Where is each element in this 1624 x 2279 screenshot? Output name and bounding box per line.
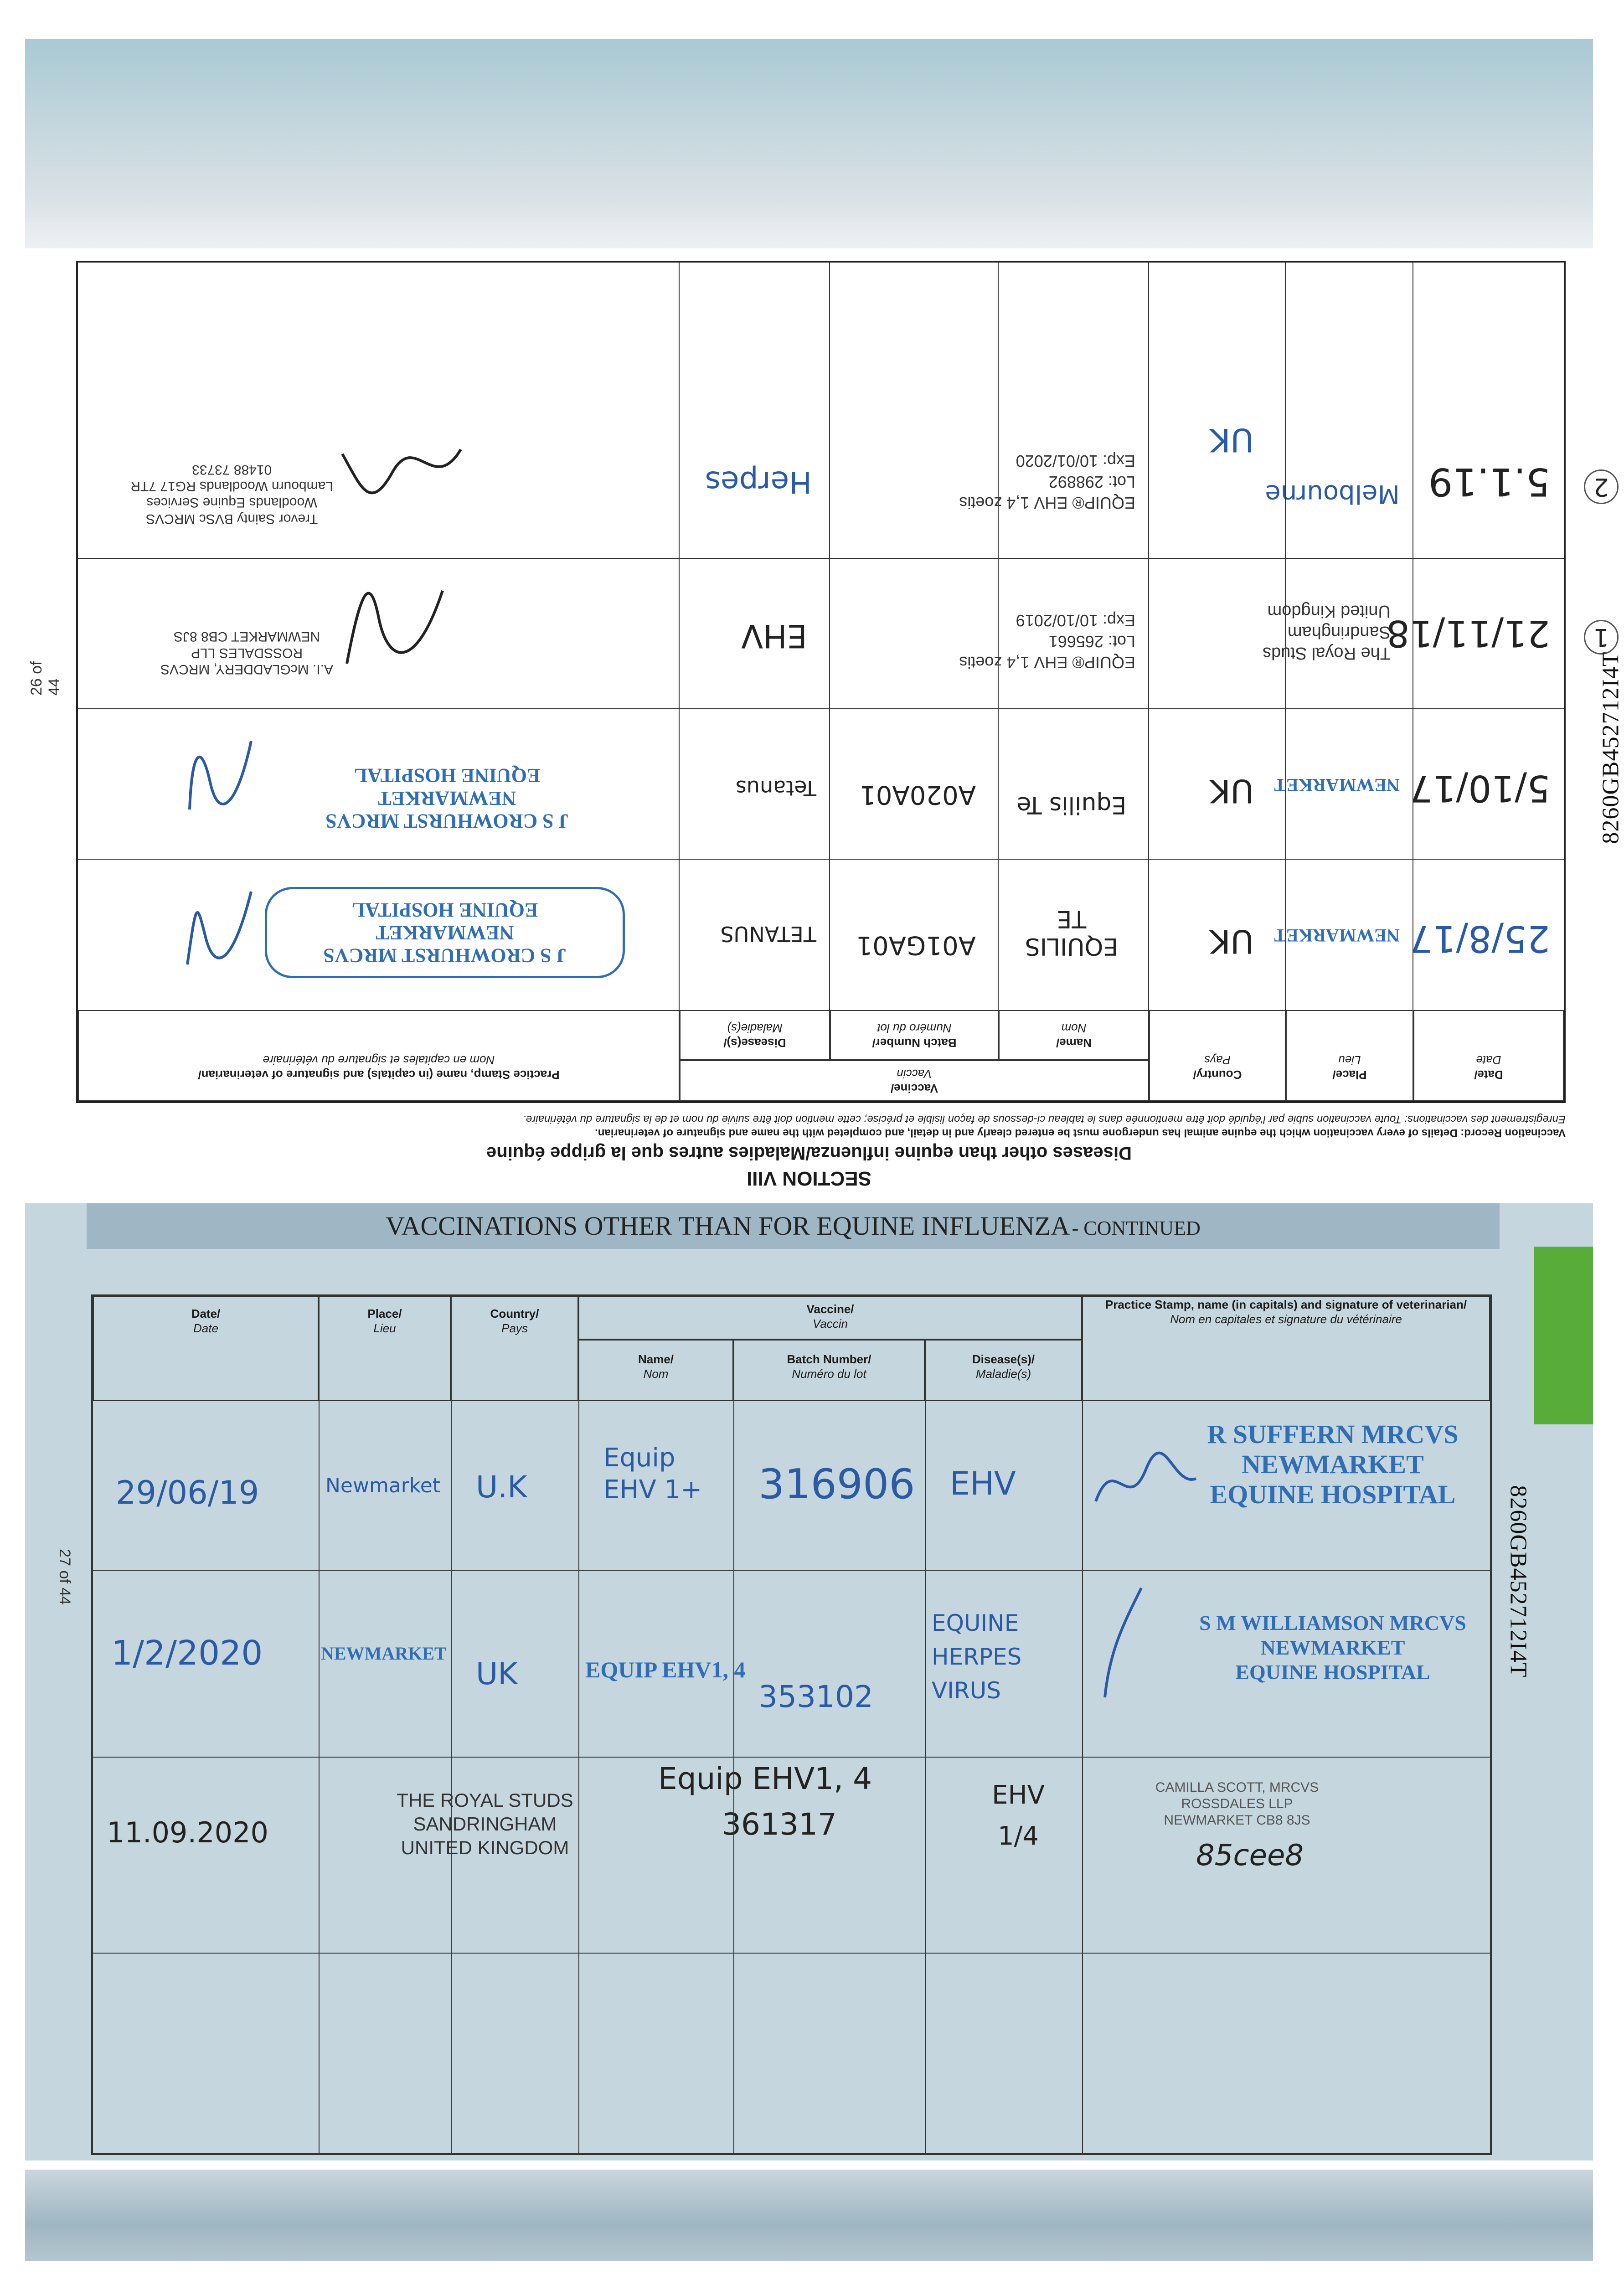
- upper-th-disease: Disease(s)/ Maladie(s): [680, 1010, 830, 1060]
- lower-row-divider-2: [93, 1757, 1490, 1758]
- lower-th-name: Name/ Nom: [578, 1340, 733, 1401]
- upper-section-label: SECTION VIII: [747, 1167, 871, 1190]
- lower-r1-name: Equip EHV 1+: [603, 1443, 702, 1505]
- lower-r1-date: 29/06/19: [116, 1474, 259, 1511]
- lower-r2-country: UK: [476, 1656, 518, 1691]
- lower-th-batch: Batch Number/ Numéro du lot: [733, 1340, 925, 1401]
- upper-row-2: [78, 709, 1564, 860]
- lower-green-tab: [1534, 1247, 1593, 1424]
- lower-r1-disease: EHV: [950, 1465, 1016, 1502]
- upper-r4-country: UK: [1209, 421, 1254, 459]
- upper-r2-signature: [178, 727, 269, 841]
- lower-r1-country: U.K: [476, 1469, 527, 1505]
- lower-th-country: Country/ Pays: [451, 1296, 578, 1401]
- lower-r3-batch: 361317: [722, 1807, 837, 1842]
- upper-r4-date: 5.1.19: [1428, 459, 1550, 504]
- upper-instruction-fr: Enregistrement des vaccinations: Toute vaccination subie par l'équidé doit être mentionnée dans le tableau ci-dessous de façon lisible et précise; cette mention doit être suivie du nom et de la signature du vétérinaire.: [523, 1113, 1566, 1125]
- lower-r3-signature: 85cee8: [1196, 1839, 1304, 1872]
- upper-r1-disease: TETANUS: [720, 922, 816, 946]
- lower-r3-disease: EHV 1/4: [992, 1780, 1045, 1851]
- upper-r4-signature: [333, 422, 470, 504]
- upper-r4-stamp: Trevor Sainty BVSc MRCVS Woodlands Equine Services Lambourn Woodlands RG17 7TR 01488 73733: [130, 462, 333, 526]
- upper-th-country: Country/ Pays: [1149, 1010, 1286, 1101]
- upper-r1-country: UK: [1209, 923, 1254, 960]
- upper-th-place: Place/ Lieu: [1286, 1010, 1413, 1101]
- upper-th-date: Date/ Date: [1413, 1010, 1564, 1101]
- upper-th-batch: Batch Number/ Numéro du lot: [830, 1010, 999, 1060]
- upper-instruction-en: Vaccination Record: Details of every vaccination which the equine animal has undergone must be entered clearly and in detail, and completed with the name and signature of veterinarian.: [595, 1127, 1566, 1139]
- lower-col-line-3: [578, 1401, 579, 2153]
- upper-r2-date: 5/10/17: [1409, 767, 1550, 810]
- lower-r1-stamp: R SUFFERN MRCVS NEWMARKET EQUINE HOSPITAL: [1207, 1419, 1459, 1509]
- upper-r4-disease: Herpes: [705, 464, 812, 500]
- lower-row-divider-3: [93, 1953, 1490, 1954]
- lower-page-number: 27 of 44: [56, 1549, 73, 1605]
- lower-title-bar: [87, 1203, 1500, 1249]
- upper-r3-stamp: A.I. McGLADDERY, MRCVS ROSSDALES LLP NEWMARKET CB8 8JS: [160, 629, 333, 677]
- lower-r1-batch: 316906: [758, 1460, 915, 1508]
- lower-th-vet: Practice Stamp, name (in capitals) and signature of veterinarian/ Nom en capitales et signature du vétérinaire: [1082, 1296, 1490, 1401]
- lower-r2-date: 1/2/2020: [111, 1634, 263, 1673]
- upper-r3-disease: EHV: [741, 617, 807, 655]
- upper-r1-date: 25/8/17: [1409, 918, 1550, 960]
- upper-r2-disease: Tetanus: [735, 776, 816, 800]
- lower-r2-name: EQUIP EHV1, 4: [585, 1657, 746, 1682]
- lower-table: [91, 1294, 1492, 2155]
- upper-page-number: 26 of 44: [28, 661, 63, 696]
- lower-title: VACCINATIONS OTHER THAN FOR EQUINE INFLUENZA: [386, 1211, 1070, 1241]
- upper-r3-vaccine: EQUIP® EHV 1,4 zoetis Lot: 265661 Exp: 10/10/2019: [959, 611, 1135, 672]
- upper-r1-place: NEWMARKET: [1274, 925, 1400, 946]
- lower-th-date: Date/ Date: [93, 1296, 319, 1401]
- lower-r3-stamp: CAMILLA SCOTT, MRCVS ROSSDALES LLP NEWMARKET CB8 8JS: [1155, 1780, 1319, 1828]
- lower-r1-place: Newmarket: [325, 1474, 441, 1497]
- upper-r4-vaccine: EQUIP® EHV 1,4 zoetis Lot: 298892 Exp: 10/01/2020: [959, 452, 1135, 512]
- lower-r2-signature: [1091, 1579, 1155, 1716]
- upper-section-heading: [25, 1143, 1593, 1190]
- lower-r2-stamp: S M WILLIAMSON MRCVS NEWMARKET EQUINE HOSPITAL: [1199, 1611, 1466, 1684]
- top-scan-band: [25, 39, 1593, 248]
- upper-th-vet: Practice Stamp, name (in capitals) and signature of veterinarian/ Nom en capitales et signature du vétérinaire: [78, 1010, 680, 1101]
- lower-r3-name: Equip EHV1, 4: [658, 1761, 872, 1796]
- upper-col-line-6: [679, 263, 680, 1010]
- upper-section-title: Diseases other than equine influenza/Maladies autres que la grippe équine: [486, 1143, 1132, 1163]
- upper-r2-stamp: J S CROWHURST MRCVS NEWMARKET EQUINE HOSPITAL: [325, 764, 569, 832]
- lower-r2-batch: 353102: [758, 1679, 873, 1714]
- lower-horse-id: 8260GB452712I4T: [1505, 1485, 1531, 1678]
- lower-th-vaccine: Vaccine/ Vaccin: [578, 1296, 1082, 1340]
- upper-r3-mark: 1: [1584, 620, 1619, 655]
- lower-col-line-1: [319, 1401, 320, 2153]
- lower-col-line-4: [733, 1401, 734, 2153]
- upper-r1-name: EQUILIS TE: [1025, 905, 1119, 960]
- upper-r3-date: 21/11/18: [1386, 612, 1550, 655]
- upper-r4-mark: 2: [1584, 469, 1619, 504]
- upper-col-line-3: [1148, 263, 1149, 1010]
- upper-r1-stamp: J S CROWHURST MRCVS NEWMARKET EQUINE HOSPITAL: [265, 887, 625, 978]
- lower-r2-place: NEWMARKET: [321, 1643, 447, 1664]
- upper-row-4: [78, 408, 1609, 559]
- upper-col-line-2: [1285, 263, 1286, 1010]
- lower-row-divider-1: [93, 1570, 1490, 1571]
- lower-col-line-6: [1082, 1401, 1083, 2153]
- upper-page-rotated: [25, 255, 1624, 1194]
- upper-r3-place: The Royal Studs Sandringham United Kingdom: [1263, 602, 1391, 663]
- upper-r1-batch: A01GA01: [856, 930, 976, 960]
- upper-r4-place: Melbourne: [1265, 479, 1400, 509]
- upper-r2-batch: A020A01: [860, 780, 976, 810]
- lower-th-place: Place/ Lieu: [319, 1296, 451, 1401]
- upper-th-vaccine: Vaccine/ Vaccin: [680, 1060, 1149, 1101]
- upper-col-line-4: [998, 263, 999, 1010]
- upper-r2-place: NEWMARKET: [1274, 775, 1400, 795]
- lower-title-suffix: - CONTINUED: [1072, 1217, 1201, 1239]
- upper-horse-id: 8260GB452712I4T: [1598, 651, 1624, 844]
- lower-col-line-2: [451, 1401, 452, 2153]
- lower-r3-place: THE ROYAL STUDS SANDRINGHAM UNITED KINGDOM: [397, 1789, 573, 1858]
- bottom-scan-band: [25, 2170, 1593, 2261]
- lower-th-disease: Disease(s)/ Maladie(s): [925, 1340, 1082, 1401]
- lower-r3-date: 11.09.2020: [107, 1816, 268, 1849]
- upper-th-name: Name/ Nom: [999, 1010, 1149, 1060]
- lower-r2-disease: EQUINE HERPES VIRUS: [932, 1610, 1022, 1704]
- upper-row-3: [78, 559, 1609, 709]
- upper-r3-signature: [333, 577, 470, 691]
- upper-r2-name: Equilis Te: [1016, 791, 1127, 819]
- upper-r2-country: UK: [1209, 772, 1254, 810]
- lower-col-line-5: [925, 1401, 926, 2153]
- upper-r1-signature: [178, 878, 269, 992]
- upper-table: [76, 261, 1609, 1103]
- upper-instructions: [62, 1112, 1566, 1140]
- upper-col-line-5: [829, 263, 830, 1010]
- upper-row-1: [78, 860, 1564, 1010]
